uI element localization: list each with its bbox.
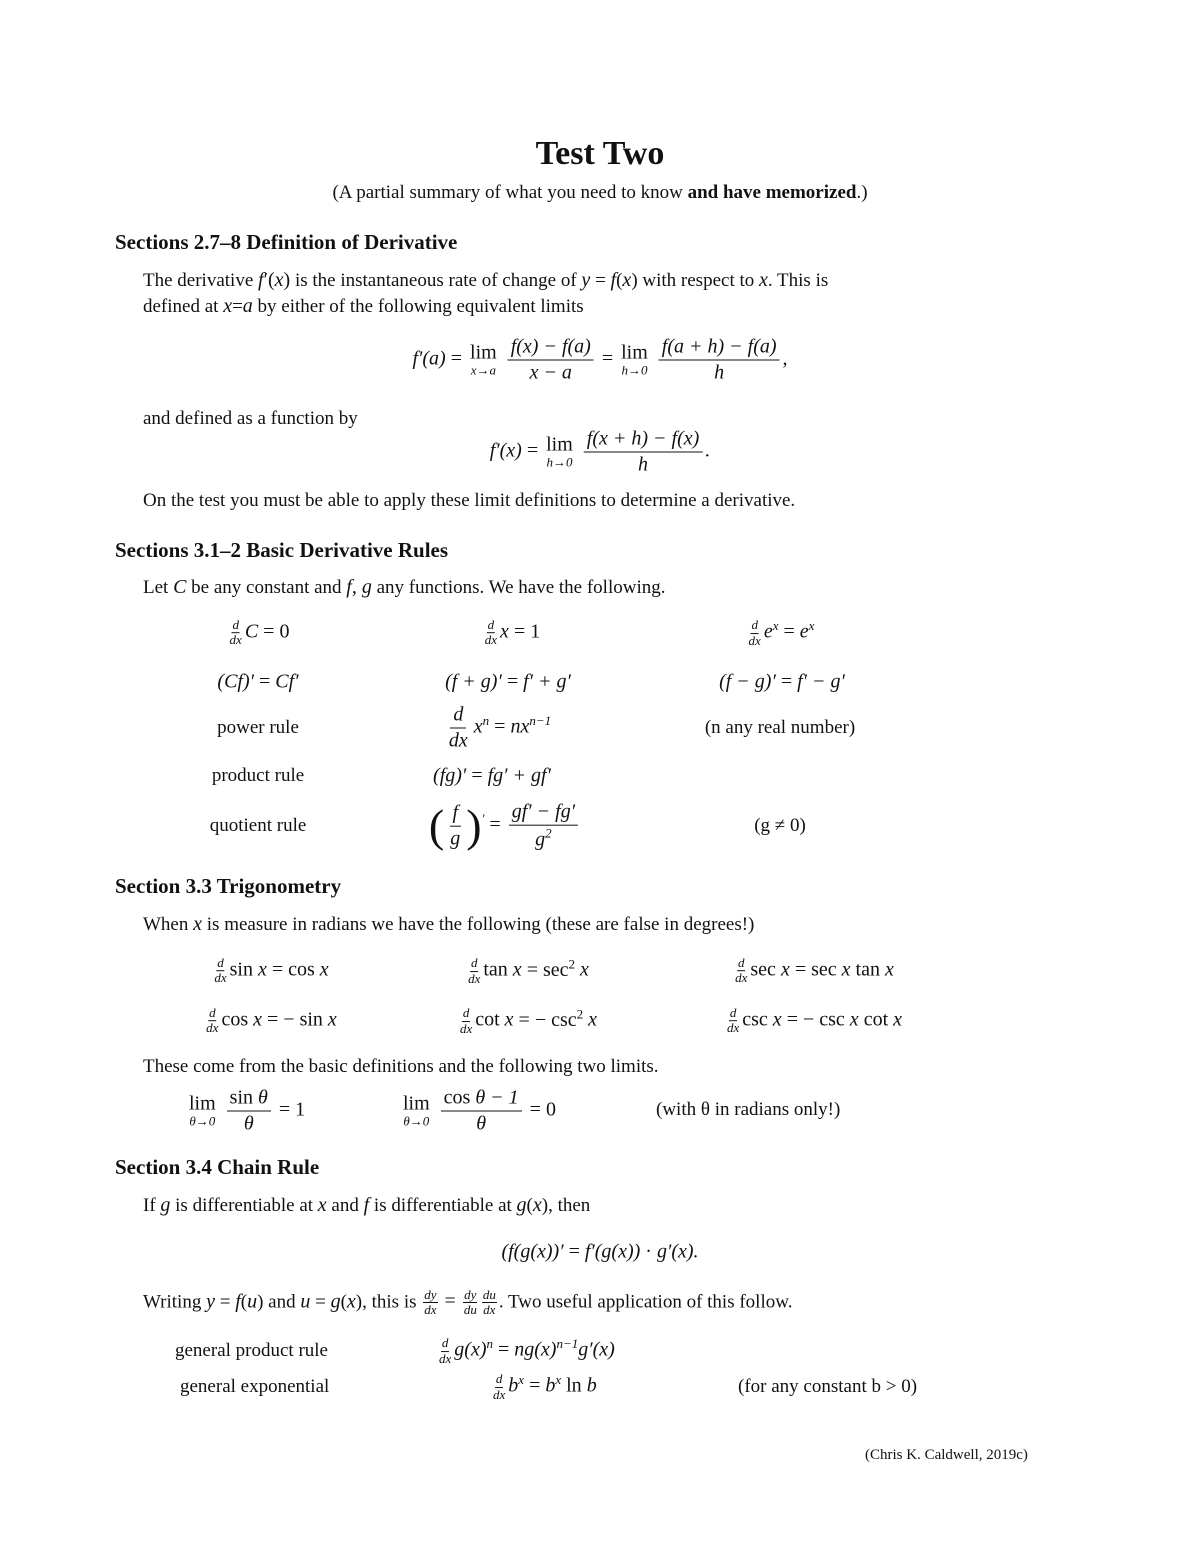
general-exponential-note: (for any constant b > 0) [738, 1376, 918, 1397]
s3-text: When [143, 914, 189, 935]
section-heading-chain-rule: Section 3.4 Chain Rule [115, 1155, 320, 1179]
chain-rule-equation: (f(g(x))′ = f′(g(x)) · g′(x). [501, 1240, 699, 1263]
subtitle-end: .) [856, 182, 868, 203]
s3-intro: When x is measure in radians we have the following (these are false in degrees!) [143, 913, 755, 935]
s1-text: The derivative [143, 270, 254, 291]
cosine-derivative: $\frac{d}{dx}$ cos x = − sin x [206, 1005, 337, 1036]
subtitle-emphasis: and have memorized [687, 182, 857, 203]
s1-paragraph-1: The derivative f′(x) is the instantaneous rate of change of y = f(x) with respect to x. This is [143, 269, 829, 291]
section-heading-trigonometry: Section 3.3 Trigonometry [115, 874, 342, 898]
s1-paragraph-3: and defined as a function by [143, 408, 358, 429]
s1-text: is the instantaneous rate of change of [294, 270, 577, 291]
s2-text: be any constant and [191, 577, 342, 598]
s4-text: , then [548, 1195, 591, 1216]
difference-rule: (f − g)′ = f′ − g′ [719, 670, 845, 693]
power-rule: $\frac{d}{dx}$ $x^n = nx^{n-1}$ [448, 703, 552, 752]
cotangent-derivative: $\frac{d}{dx}$ cot x = − $\csc^2 x$ [459, 1005, 598, 1036]
s4-text: , this is [362, 1291, 417, 1313]
limit-definition-equation: f′(a) = lim x→a $\frac{f(x) - f(a)}{x - a}$ = lim h→0 $\frac{f(a + h) - f(a)}{h}$ , [412, 335, 788, 384]
s1-paragraph-2: defined at x=a by either of the following equivalent limits [143, 295, 584, 317]
s4-text: Writing [143, 1291, 202, 1313]
secant-derivative: $\frac{d}{dx}$ sec x = sec x tan x [735, 955, 894, 986]
subtitle-text: (A partial summary of what you need to know [332, 182, 688, 203]
general-exponential-rule: $\frac{d}{dx}$ $b^x = b^x$ ln b [493, 1371, 597, 1402]
s2-text: Let [143, 577, 169, 598]
product-rule-label: product rule [211, 765, 305, 786]
s2-intro: Let C be any constant and f, g any functions. We have the following. [143, 576, 666, 598]
cosine-limit: lim θ→0 $\frac{\text{cos θ − 1}}{\theta}$ = 0 [403, 1086, 556, 1135]
s1-paragraph-4: On the test you must be able to apply these limit definitions to determine a derivative. [143, 490, 796, 511]
s4-paragraph-2: Writing y = f(u) and u = g(x), this is $\frac{dy}{dx}$ = $\frac{dy}{du}$ $\frac{du}{dx}$ . Two useful application of this follow. [143, 1287, 793, 1318]
general-exponential-label: general exponential [180, 1376, 330, 1397]
cosecant-derivative: $\frac{d}{dx}$ csc x = − csc x cot x [726, 1005, 903, 1036]
product-rule: (fg)′ = fg′ + gf′ [433, 764, 551, 787]
sine-limit: lim θ→0 $\frac{\text{sin θ}}{\theta}$ = 1 [189, 1086, 306, 1135]
power-rule-label: power rule [217, 717, 299, 738]
page-subtitle [332, 182, 867, 204]
s3-text: is measure in radians we have the following (these are false in degrees!) [206, 914, 755, 935]
quotient-rule: ( $\frac{f}{g}$ )′ = $\frac{gf' - fg'}{g^2}$ [429, 801, 581, 852]
exponential-rule: $\frac{d}{dx}$ $e^x = e^x$ [748, 617, 815, 648]
identity-rule: $\frac{d}{dx}$ x = 1 [484, 617, 541, 648]
limits-note: (with θ in radians only!) [656, 1099, 841, 1120]
s4-text: is differentiable at [175, 1195, 314, 1216]
quotient-rule-note: (g ≠ 0) [754, 815, 806, 836]
s4-text: . Two useful application of this follow. [498, 1291, 793, 1313]
section-heading-basic-rules: Sections 3.1–2 Basic Derivative Rules [115, 538, 449, 562]
s4-text: and [331, 1195, 359, 1216]
constant-multiple-rule: (Cf)′ = Cf′ [217, 670, 299, 693]
s4-paragraph-1: If g is differentiable at x and f is differentiable at g(x), then [143, 1194, 591, 1216]
constant-rule: $\frac{d}{dx}$ C = 0 [229, 617, 290, 648]
s1-text: defined at [143, 296, 219, 317]
power-rule-note: (n any real number) [704, 717, 856, 738]
s4-text: is differentiable at [373, 1195, 512, 1216]
s4-text: and [268, 1291, 296, 1313]
s1-text: . This is [767, 270, 829, 291]
quotient-rule-label: quotient rule [209, 815, 307, 836]
section-heading-derivative-definition: Sections 2.7–8 Definition of Derivative [115, 230, 458, 254]
tangent-derivative: $\frac{d}{dx}$ $\tan x = \sec^2 x$ [468, 955, 589, 986]
footer-credit: (Chris K. Caldwell, 2019c) [865, 1447, 1028, 1463]
page-title: Test Two [535, 135, 665, 172]
derivative-function-equation: f′(x) = lim h→0 $\frac{f(x + h) - f(x)}{h}$ . [489, 427, 711, 476]
s1-text: by either of the following equivalent limits [257, 296, 584, 317]
sum-rule: (f + g)′ = f′ + g′ [445, 670, 571, 693]
s1-text: with respect to [642, 270, 755, 291]
general-product-rule: $\frac{d}{dx}$ $g(x)^n = ng(x)^{n-1}g'(x)$ [439, 1335, 615, 1366]
s4-text: If [143, 1195, 156, 1216]
s3-limits-intro: These come from the basic definitions and the following two limits. [143, 1056, 659, 1077]
s2-text: any functions. We have the following. [376, 577, 666, 598]
sine-derivative: $\frac{d}{dx}$ sin x = cos x [214, 955, 329, 986]
general-product-rule-label: general product rule [175, 1340, 328, 1361]
